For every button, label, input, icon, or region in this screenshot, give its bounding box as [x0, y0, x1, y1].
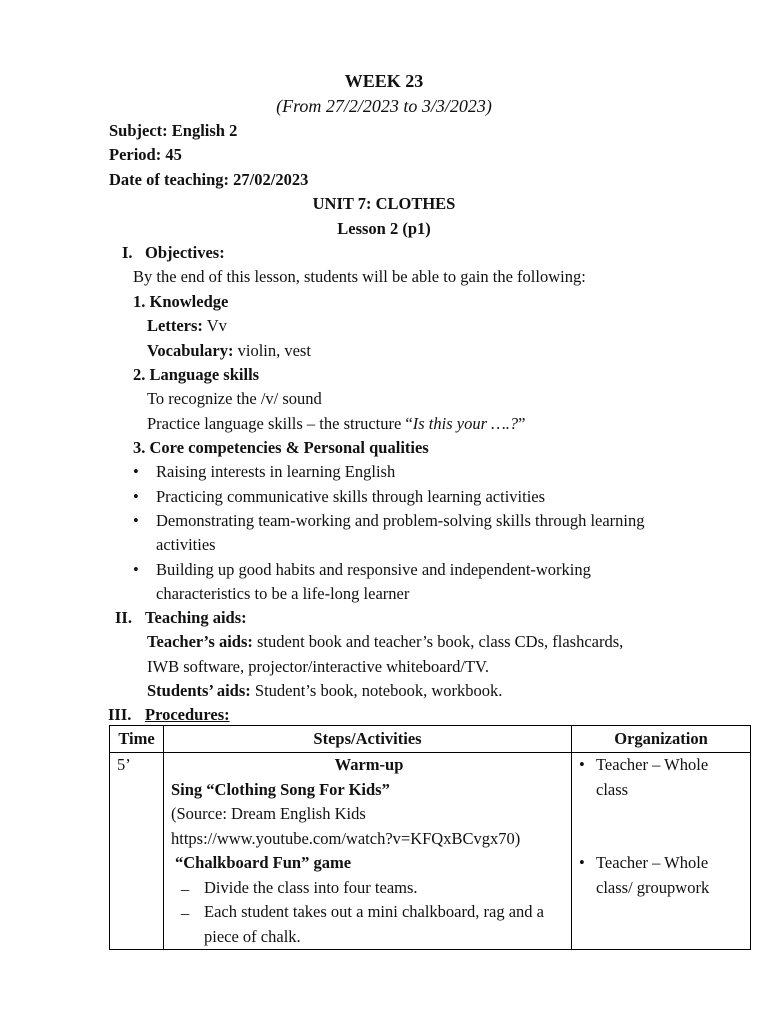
- teacher-aids-value: student book and teacher’s book, class CDs, flashcards,: [252, 632, 624, 651]
- language-skill-line-1: To recognize the /v/ sound: [147, 389, 322, 408]
- core-bullet-3-line-1: Demonstrating team-working and problem-solving skills through learning: [156, 511, 645, 530]
- students-aids-line: [147, 680, 502, 702]
- org-2-line-2: class/ groupwork: [596, 877, 710, 897]
- org-spacer: [578, 802, 750, 851]
- song-title: Sing “Clothing Song For Kids”: [171, 779, 390, 799]
- teaching-aids-numeral: II.: [115, 608, 132, 627]
- vocabulary-label: Vocabulary:: [147, 341, 234, 360]
- list-item: [171, 873, 567, 901]
- time-cell: 5’: [110, 753, 164, 950]
- dash-glyph: _: [181, 873, 190, 893]
- step-2-text: Each student takes out a mini chalkboard, rag and a piece of chalk.: [204, 902, 544, 946]
- list-item: [578, 851, 750, 876]
- column-header-organization: Organization: [572, 726, 751, 753]
- language-skills-heading: 2. Language skills: [133, 365, 260, 384]
- vocabulary-value: violin, vest: [233, 341, 311, 360]
- procedures-numeral: III.: [108, 705, 132, 724]
- unit-title: UNIT 7: CLOTHES: [312, 194, 456, 213]
- structure-phrase: Is this your ….?: [412, 414, 519, 433]
- core-bullet-3-line-2: activities: [156, 535, 216, 554]
- objectives-numeral: I.: [122, 243, 133, 262]
- org-1-line-2: class: [596, 779, 629, 799]
- structure-suffix: ”: [518, 414, 526, 433]
- core-bullet-4-line-2: characteristics to be a life-long learner: [156, 584, 410, 603]
- teacher-aids-label: Teacher’s aids:: [147, 632, 253, 651]
- table-row: [110, 753, 751, 950]
- period-line: Period: 45: [109, 145, 182, 164]
- song-url: https://www.youtube.com/watch?v=KFQxBCvgx70): [171, 828, 521, 848]
- teacher-aids-line: [147, 631, 623, 653]
- bullet-glyph: •: [133, 487, 139, 506]
- structure-prefix: Practice language skills – the structure “: [147, 414, 413, 433]
- dash-glyph: _: [181, 898, 190, 917]
- core-competencies-heading: 3. Core competencies & Personal qualities: [133, 438, 429, 457]
- week-title: WEEK 23: [344, 71, 424, 91]
- game-title: “Chalkboard Fun” game: [175, 853, 352, 872]
- organization-cell: [572, 753, 751, 950]
- list-item: [578, 753, 750, 778]
- procedures-heading: Procedures:: [145, 705, 230, 724]
- core-bullet-4-line-1: Building up good habits and responsive and independent-working: [156, 560, 591, 579]
- objectives-intro: By the end of this lesson, students will be able to gain the following:: [133, 267, 586, 286]
- bullet-glyph: •: [133, 560, 139, 579]
- vocabulary-line: [147, 340, 311, 362]
- procedures-table: [109, 725, 751, 950]
- bullet-glyph: •: [579, 853, 585, 872]
- org-1-line-1: Teacher – Whole: [596, 755, 709, 774]
- song-source: (Source: Dream English Kids: [171, 804, 366, 823]
- org-2-line-1: Teacher – Whole: [596, 853, 709, 872]
- bullet-glyph: •: [133, 462, 139, 481]
- teacher-aids-line-2: IWB software, projector/interactive whiteboard/TV.: [147, 657, 489, 676]
- lesson-title: Lesson 2 (p1): [337, 219, 431, 238]
- bullet-glyph: •: [579, 755, 585, 774]
- date-of-teaching-line: Date of teaching: 27/02/2023: [109, 170, 309, 189]
- table-header-row: [110, 726, 751, 753]
- letters-line: [147, 315, 227, 337]
- letters-value: Vv: [202, 316, 227, 335]
- knowledge-heading: 1. Knowledge: [133, 292, 229, 311]
- core-bullet-1: Raising interests in learning English: [156, 462, 396, 481]
- objectives-heading: Objectives:: [145, 243, 225, 262]
- core-bullet-2: Practicing communicative skills through learning activities: [156, 487, 546, 506]
- students-aids-label: Students’ aids:: [147, 681, 251, 700]
- teaching-aids-heading: Teaching aids:: [145, 608, 247, 627]
- list-item: [171, 900, 567, 949]
- subject-line: Subject: English 2: [109, 121, 238, 140]
- students-aids-value: Student’s book, notebook, workbook.: [250, 681, 503, 700]
- column-header-time: Time: [110, 726, 164, 753]
- warmup-title: Warm-up: [334, 755, 404, 774]
- column-header-steps: Steps/Activities: [164, 726, 572, 753]
- bullet-glyph: •: [133, 511, 139, 530]
- step-1-text: Divide the class into four teams.: [204, 877, 418, 897]
- steps-cell: [164, 753, 572, 950]
- letters-label: Letters:: [147, 316, 203, 335]
- date-range: (From 27/2/2023 to 3/3/2023): [276, 96, 492, 116]
- language-skill-line-2: [147, 413, 526, 435]
